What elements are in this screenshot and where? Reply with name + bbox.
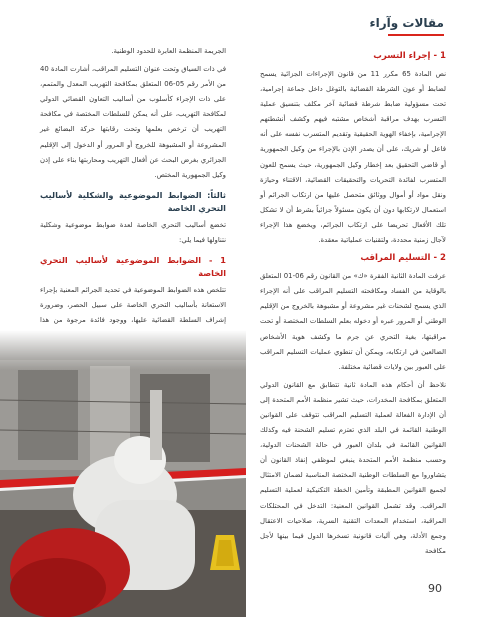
section-title: مقالات وآراء bbox=[369, 16, 444, 30]
heading-controls: ثالثاً: الضوابط الموضوعية والشكلية لأساليب التحري الخاصة bbox=[40, 189, 226, 213]
paragraph-continuation: الجريمة المنظمة العابرة للحدود الوطنية. bbox=[111, 47, 226, 55]
paragraph-controls-intro: تخضع أساليب التحري الخاصة لعدة ضوابط موضوعية وشكلية نتناولها فيما يلي: bbox=[40, 220, 226, 244]
heading-infiltration: 1 - إجراء التسرب bbox=[373, 51, 446, 61]
investigator-photo bbox=[0, 330, 246, 617]
paragraph-un-notes: نلاحظ أن أحكام هذه المادة ثانية تتطابق مع القانون الدولي المتعلق بمكافحة المخدرات، حيث تشير منظمة الأمم المتحدة إلى أن الإدارة الفعالة لعملية التسليم المراقب تتوقف على القوانين الوطنية القائمة في البلد الذي تعتزم تسليم الشحنة فيه وكذلك القوانين القائمة في بلدان العبور في حالة الشحنات الدولية، وحسب منظمة الأمم المتحدة ينبغي لموظفي إنفاذ القانون أن يتشاوروا مع السلطات الوطنية المختصة المناسبة لضمان الامتثال لجميع القوانين المطبقة وتأمين الخطة التكتيكية لعملية التسليم المراقب. وقد تشمل القوانين المعنية: التدخل في المحتلكات المراقبة، استخدام المعدات التقنية السرية، صلاحيات الاعتقال وجمع الأدلة، وهي آليات قانونية تسخرها الدول فيما بينها لأجل مكافحة bbox=[260, 380, 446, 555]
heading-controlled-delivery: 2 - التسليم المراقب bbox=[360, 253, 446, 264]
heading-objective-controls: 1 - الضوابط الموضوعية لأساليب التحري الخاصة bbox=[40, 255, 226, 279]
paragraph-infiltration: نص المادة 65 مكرر 11 من قانون الإجراءات الجزائية يسمح لضابط أو عون الشرطة القضائية بالتوغل داخل جماعة إجرامية، تحت مسؤولية ضابط شرطة قضائية آخر مكلف بتنسيق عملية التسرب بهدف مراقبة أشخاص مشتبه فيهم وكشف أنشطتهم الإجرامية، بإخفاء الهوية الحقيقية وتقديم المتسرب نفسه على أنه فاعل أو شريك، على أن يصدر الإذن بالإجراء من وكيل الجمهورية أو قاضي التحقيق بعد إخطار وكيل الجمهورية، حيث يسمح للعون المتسرب لفائدة التحريات والتحقيقات القضائية، الاقتناء وحيازة ونقل مواد أو أموال ووثائق متحصل عليها من ارتكاب الجرائم أو استعمال لارتكابها دون أن يكون مسئولاً جزائياً بشرط أن لا تشكل تلك الأفعال تحريضا على ارتكاب الجرائم، ويخضع هذا الإجراء لآجال زمنية محددة، ولتقنيات عملياتية معقدة. bbox=[260, 70, 446, 245]
page-number: 90 bbox=[428, 582, 442, 595]
photo-top-fade bbox=[0, 330, 246, 370]
left-column bbox=[40, 44, 226, 346]
right-column bbox=[260, 48, 446, 562]
paragraph-article-40: في ذات السياق وتحت عنوان التسليم المراقب، أشارت المادة 40 من الأمر رقم 05-06 المتعلق بمكافحة التهريب المعدل والمتمم، على ذات الإجراء كأسلوب من أساليب التعاون القضائي الدولي لمكافحة التهريب، على أنه يمكن للسلطات المختصة في مكافحة التهريب أن ترخص بعلمها وتحت رقابتها حركة البضائع غير المشروعة أو المشبوهة للخروج أو المرور أو الدخول إلى الإقليم الجزائري بغرض البحث عن أفعال التهريب ومحاربتها بناء على إذن وكيل الجمهورية المختص. bbox=[40, 65, 226, 179]
paragraph-objective-controls: تتلخص هذه الضوابط الموضوعية في تحديد الجرائم المعنية بإجراء الاستعانة بأساليب التحري الخاصة على سبيل الحصر، وضرورة إشراف السلطة القضائية عليها، ووجود فائدة مرجوة من هذا bbox=[40, 286, 226, 325]
header-rule bbox=[388, 34, 444, 36]
photo-illustration bbox=[0, 330, 246, 617]
paragraph-controlled-delivery: عرفت المادة الثانية الفقرة «ك» من القانون رقم 06-01 المتعلق بالوقاية من الفساد ومكافحته التسليم المراقب على أنه الإجراء الذي يسمح لشحنات غير مشروعة أو مشبوهة بالخروج من الإقليم الوطني أو المرور عبره أو دخوله بعلم السلطات المختصة أو تحت مراقبتها، بغية التحري عن جرم ما وكشف هوية الأشخاص الضالعين في ارتكابه، ويمكن أن تنطوي عمليات التسليم المراقب على العبور بين ولايات قضائية مختلفة. bbox=[260, 272, 446, 371]
